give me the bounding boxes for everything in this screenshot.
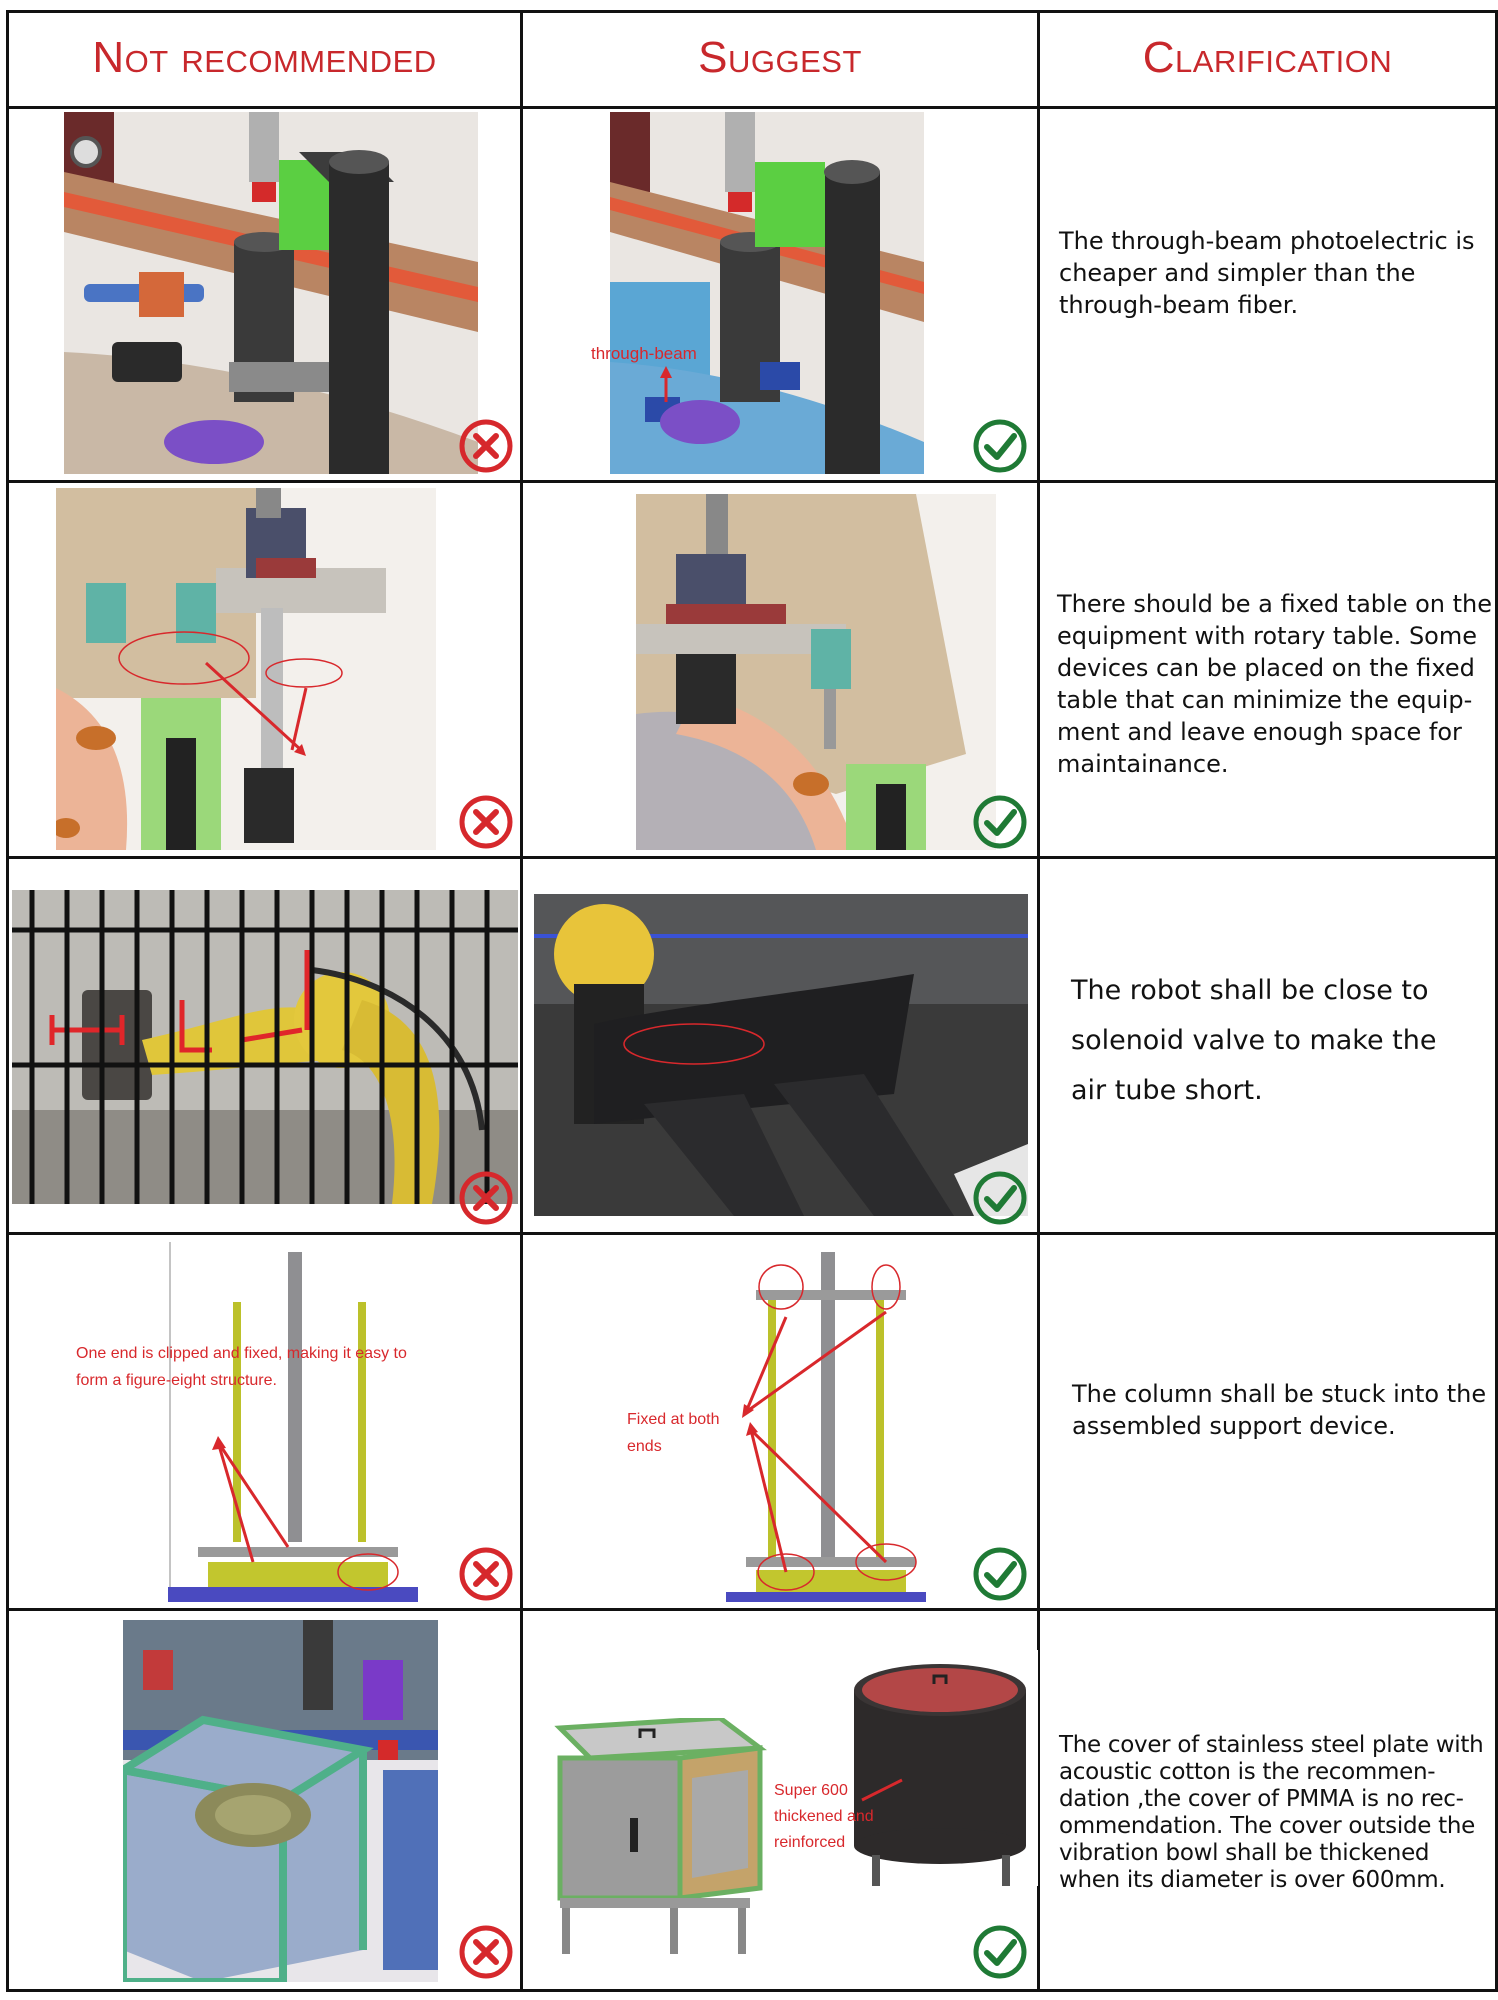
cross-circle-icon	[458, 418, 514, 474]
annotation-line: ends	[627, 1438, 662, 1455]
check-circle-icon	[972, 1924, 1028, 1980]
row-divider	[6, 856, 1496, 859]
row3-suggest-image	[534, 894, 1028, 1216]
row5-suggest-cabinet-image	[550, 1718, 774, 1954]
column-divider	[520, 10, 523, 1992]
row2-not-recommended-image	[56, 488, 436, 850]
row2-suggest-image	[636, 494, 996, 850]
row2-clarification-text: There should be a fixed table on the equipment with rotary table. Some devices can be placed on the fixed table that can minimize the equip-ment and leave enough space for maintainance.	[1057, 590, 1493, 778]
annotation-line: reinforced	[774, 1834, 846, 1851]
cross-circle-icon	[458, 1170, 514, 1226]
header-suggest: Suggest	[698, 33, 862, 82]
annotation-line: thickened and	[774, 1808, 874, 1825]
row1-suggest-annotation: through-beam	[591, 344, 697, 363]
check-circle-icon	[972, 794, 1028, 850]
table-border-left	[6, 10, 9, 1992]
comparison-table	[6, 10, 1498, 1992]
check-circle-icon	[972, 1546, 1028, 1602]
header-divider	[6, 106, 1496, 109]
header-not-recommended: Not recommended	[92, 33, 437, 82]
annotation-line: form a figure-eight structure.	[76, 1372, 277, 1389]
row1-clarification-text: The through-beam photoelectric is cheaper and simpler than the through-beam fiber.	[1059, 227, 1475, 319]
check-circle-icon	[972, 1170, 1028, 1226]
row-divider	[6, 1232, 1496, 1235]
cross-circle-icon	[458, 1924, 514, 1980]
row3-not-recommended-image	[12, 890, 518, 1204]
cross-circle-icon	[458, 794, 514, 850]
row4-suggest-annotation	[627, 1406, 720, 1460]
row3-clarification-text: The robot shall be close to solenoid valve to make the air tube short.	[1071, 975, 1437, 1106]
check-circle-icon	[972, 418, 1028, 474]
annotation-line: One end is clipped and fixed, making it easy to	[76, 1345, 407, 1362]
row5-not-recommended-image	[123, 1620, 438, 1982]
row-divider	[6, 480, 1496, 483]
cross-circle-icon	[458, 1546, 514, 1602]
row1-suggest-image	[610, 112, 924, 474]
annotation-line: Super 600	[774, 1782, 848, 1799]
row4-clarification-text: The column shall be stuck into the assembled support device.	[1072, 1380, 1487, 1440]
row5-suggest-annotation	[774, 1778, 874, 1856]
row4-not-recommended-image	[168, 1242, 418, 1602]
table-border-bottom	[6, 1989, 1496, 1992]
row4-not-recommended-annotation	[76, 1340, 407, 1394]
row-divider	[6, 1608, 1496, 1611]
header-clarification: Clarification	[1142, 33, 1393, 82]
row1-not-recommended-image	[64, 112, 478, 474]
annotation-line: Fixed at both	[627, 1411, 720, 1428]
row5-clarification-text: The cover of stainless steel plate with acoustic cotton is the recommen-dation ,the cover of PMMA is no rec-ommendation. The cover outside the vibration bowl shall be thickened when its diameter is over 600mm.	[1059, 1732, 1484, 1893]
